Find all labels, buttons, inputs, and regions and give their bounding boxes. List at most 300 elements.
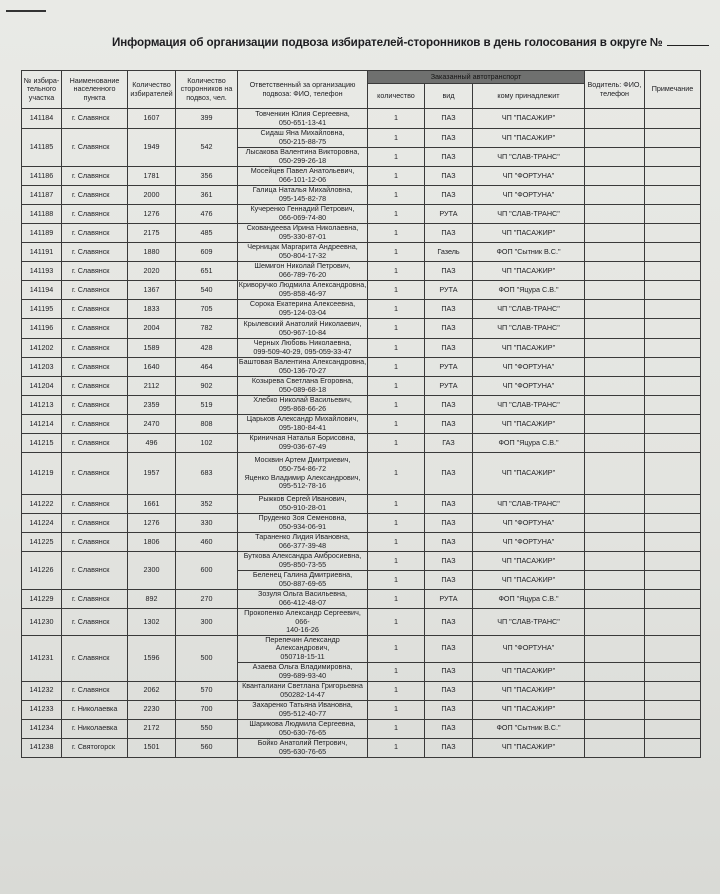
responsible-cell [238, 358, 368, 377]
supporters-cell: 428 [176, 339, 238, 358]
supporters-cell: 782 [176, 319, 238, 339]
responsible-phone: 050-299-26-18 [278, 156, 327, 165]
responsible-cell [238, 662, 368, 681]
table-row [22, 377, 701, 396]
kind-cell: ГАЗ [425, 434, 473, 453]
kind-cell: РУТА [425, 281, 473, 300]
header-transport: Заказанный автотранспорт [368, 71, 585, 84]
responsible-cell [238, 167, 368, 186]
responsible-phone: 050-630-76-65 [278, 727, 327, 737]
owner-cell: ЧП "ФОРТУНА" [473, 186, 585, 205]
owner-cell: ЧП "ПАСАЖИР" [473, 571, 585, 590]
voters-cell: 2004 [128, 319, 176, 339]
responsible-phone: 050-910-28-01 [278, 503, 327, 512]
precinct-cell: 141231 [22, 635, 62, 681]
precinct-cell: 141213 [22, 396, 62, 415]
settlement-cell: г. Славянск [62, 167, 128, 186]
driver-cell [585, 571, 645, 590]
qty-cell: 1 [368, 148, 425, 167]
precinct-cell: 141185 [22, 129, 62, 167]
responsible-phone: 066-412-48-07 [278, 598, 327, 607]
driver-cell [585, 396, 645, 415]
responsible-name: Кванталиани Светлана Григорьевна [242, 681, 363, 690]
settlement-cell: г. Славянск [62, 281, 128, 300]
district-number-blank [667, 45, 709, 46]
precinct-cell: 141230 [22, 609, 62, 636]
header-note: Примечание [645, 71, 701, 109]
settlement-cell: г. Славянск [62, 262, 128, 281]
note-cell [645, 571, 701, 590]
qty-cell: 1 [368, 434, 425, 453]
driver-cell [585, 300, 645, 319]
qty-cell: 1 [368, 514, 425, 533]
settlement-cell: г. Славянск [62, 300, 128, 319]
voters-cell: 1833 [128, 300, 176, 319]
responsible-cell [238, 700, 368, 719]
table-row [22, 129, 701, 148]
responsible-cell [238, 415, 368, 434]
kind-cell: Газель [425, 243, 473, 262]
voters-cell: 2175 [128, 224, 176, 243]
note-cell [645, 319, 701, 339]
responsible-cell [238, 262, 368, 281]
supporters-cell: 705 [176, 300, 238, 319]
driver-cell [585, 434, 645, 453]
driver-cell [585, 738, 645, 757]
supporters-cell: 361 [176, 186, 238, 205]
qty-cell: 1 [368, 339, 425, 358]
kind-cell: РУТА [425, 358, 473, 377]
responsible-cell [238, 186, 368, 205]
qty-cell: 1 [368, 243, 425, 262]
kind-cell: ПАЗ [425, 396, 473, 415]
note-cell [645, 552, 701, 571]
responsible-phone: 066-101-12-06 [278, 175, 327, 184]
settlement-cell: г. Святогорск [62, 738, 128, 757]
note-cell [645, 339, 701, 358]
table-row [22, 415, 701, 434]
driver-cell [585, 129, 645, 148]
responsible-phone: 050-136-70-27 [278, 366, 327, 375]
table-row [22, 434, 701, 453]
precinct-cell: 141224 [22, 514, 62, 533]
kind-cell: ПАЗ [425, 224, 473, 243]
voters-cell: 2300 [128, 552, 176, 590]
precinct-cell: 141196 [22, 319, 62, 339]
owner-cell: ФОП "Сытник В.С." [473, 243, 585, 262]
note-cell [645, 415, 701, 434]
owner-cell: ЧП "ФОРТУНА" [473, 635, 585, 662]
responsible-name: Сковандеева Ирина Николаевна, [246, 223, 359, 233]
driver-cell [585, 514, 645, 533]
precinct-cell: 141187 [22, 186, 62, 205]
kind-cell: ПАЗ [425, 453, 473, 495]
settlement-cell: г. Славянск [62, 514, 128, 533]
qty-cell: 1 [368, 129, 425, 148]
responsible-phone: 095-868-66-26 [278, 404, 327, 413]
settlement-cell: г. Славянск [62, 453, 128, 495]
qty-cell: 1 [368, 533, 425, 552]
driver-cell [585, 224, 645, 243]
precinct-cell: 141202 [22, 339, 62, 358]
responsible-phone: 095-180-84-41 [278, 423, 327, 432]
precinct-cell: 141191 [22, 243, 62, 262]
responsible-phone: 095-145-82-78 [278, 194, 327, 203]
precinct-cell: 141234 [22, 719, 62, 738]
responsible-phone: 099-509-40-29, 095-059-33-47 [253, 347, 352, 356]
owner-cell: ЧП "ФОРТУНА" [473, 358, 585, 377]
note-cell [645, 495, 701, 514]
kind-cell: ПАЗ [425, 167, 473, 186]
note-cell [645, 281, 701, 300]
qty-cell: 1 [368, 167, 425, 186]
responsible-name: Шарикова Людмила Сергеевна, [249, 719, 356, 728]
kind-cell: ПАЗ [425, 129, 473, 148]
kind-cell: РУТА [425, 590, 473, 609]
driver-cell [585, 319, 645, 339]
responsible-phone: 050-934-06-91 [278, 522, 327, 531]
note-cell [645, 243, 701, 262]
responsible-cell [238, 590, 368, 609]
responsible-phone: 095-630-76-65 [278, 746, 327, 756]
settlement-cell: г. Славянск [62, 109, 128, 129]
header-supporters: Количество сторонников на подвоз, чел. [176, 71, 238, 109]
qty-cell: 1 [368, 635, 425, 662]
table-row [22, 495, 701, 514]
owner-cell: ЧП "ПАСАЖИР" [473, 262, 585, 281]
settlement-cell: г. Николаевка [62, 700, 128, 719]
responsible-phone: 050-967-10-84 [278, 327, 327, 337]
note-cell [645, 167, 701, 186]
responsible-cell [238, 396, 368, 415]
supporters-cell: 519 [176, 396, 238, 415]
settlement-cell: г. Николаевка [62, 719, 128, 738]
kind-cell: ПАЗ [425, 700, 473, 719]
settlement-cell: г. Славянск [62, 434, 128, 453]
responsible-phone: 095-124-03-04 [278, 308, 327, 317]
responsible-phone: 050-804-17-32 [278, 251, 327, 260]
owner-cell: ЧП "ФОРТУНА" [473, 533, 585, 552]
note-cell [645, 635, 701, 662]
supporters-cell: 542 [176, 129, 238, 167]
supporters-cell: 464 [176, 358, 238, 377]
precinct-cell: 141222 [22, 495, 62, 514]
responsible-name: Товченкин Юлия Сергеевна, [255, 108, 350, 118]
supporters-cell: 270 [176, 590, 238, 609]
precinct-cell: 141204 [22, 377, 62, 396]
voters-cell: 1806 [128, 533, 176, 552]
responsible-cell [238, 243, 368, 262]
precinct-cell: 141225 [22, 533, 62, 552]
owner-cell: ФОП "Яцура С.В." [473, 281, 585, 300]
voters-cell: 2230 [128, 700, 176, 719]
responsible-name: Криничная Наталья Борисовна, [249, 433, 356, 443]
table-row [22, 738, 701, 757]
responsible-cell [238, 434, 368, 453]
responsible-name: Кучеренко Геннадий Петрович, [250, 204, 355, 214]
responsible-name: Лысакова Валентина Викторовна, [245, 147, 360, 157]
responsible-cell [238, 205, 368, 224]
owner-cell: ЧП "ПАСАЖИР" [473, 552, 585, 571]
driver-cell [585, 590, 645, 609]
transport-table [21, 70, 701, 758]
voters-cell: 2062 [128, 681, 176, 700]
responsible-name: Бойко Анатолий Петрович, [257, 738, 348, 747]
table-row [22, 514, 701, 533]
precinct-cell: 141194 [22, 281, 62, 300]
voters-cell: 1607 [128, 109, 176, 129]
precinct-cell: 141189 [22, 224, 62, 243]
supporters-cell: 476 [176, 205, 238, 224]
table-row [22, 533, 701, 552]
supporters-cell: 102 [176, 434, 238, 453]
supporters-cell: 330 [176, 514, 238, 533]
responsible-name: Тараненко Лидия Ивановна, [255, 532, 350, 542]
qty-cell: 1 [368, 590, 425, 609]
responsible-name: Перепечин Александр Александрович, [265, 635, 340, 653]
responsible-name: Баштовая Валентина Александровна, [238, 357, 367, 367]
supporters-cell: 560 [176, 738, 238, 757]
note-cell [645, 609, 701, 636]
owner-cell: ЧП "СЛАВ-ТРАНС" [473, 205, 585, 224]
table-row [22, 262, 701, 281]
table-row [22, 186, 701, 205]
responsible-phone: 066-069-74-80 [278, 213, 327, 222]
qty-cell: 1 [368, 205, 425, 224]
table-row [22, 300, 701, 319]
driver-cell [585, 635, 645, 662]
corner-mark [6, 10, 46, 12]
supporters-cell: 500 [176, 635, 238, 681]
responsible-name: Пруденко Зоя Семеновна, [258, 513, 347, 523]
table-row [22, 681, 701, 700]
responsible-name: Рыжков Сергей Иванович, [258, 494, 347, 504]
supporters-cell: 600 [176, 552, 238, 590]
table-row [22, 281, 701, 300]
responsible-phone: 066-789-76-20 [278, 270, 327, 279]
precinct-cell: 141232 [22, 681, 62, 700]
voters-cell: 1276 [128, 205, 176, 224]
voters-cell: 1661 [128, 495, 176, 514]
kind-cell: ПАЗ [425, 681, 473, 700]
qty-cell: 1 [368, 495, 425, 514]
table-body [22, 109, 701, 758]
settlement-cell: г. Славянск [62, 396, 128, 415]
note-cell [645, 514, 701, 533]
note-cell [645, 129, 701, 148]
responsible-name: Зозуля Ольга Васильевна, [257, 589, 347, 599]
voters-cell: 1596 [128, 635, 176, 681]
settlement-cell: г. Славянск [62, 339, 128, 358]
voters-cell: 496 [128, 434, 176, 453]
driver-cell [585, 662, 645, 681]
qty-cell: 1 [368, 738, 425, 757]
responsible-phone: 095-512-78-16 [278, 481, 327, 491]
responsible-cell [238, 609, 368, 636]
table-row [22, 358, 701, 377]
kind-cell: РУТА [425, 205, 473, 224]
responsible-name: Сидаш Яна Михайловна, [260, 128, 345, 138]
owner-cell: ЧП "ПАСАЖИР" [473, 224, 585, 243]
qty-cell: 1 [368, 609, 425, 636]
voters-cell: 1367 [128, 281, 176, 300]
responsible-cell [238, 514, 368, 533]
supporters-cell: 399 [176, 109, 238, 129]
responsible-phone: 050-754-86-72 [278, 463, 327, 473]
owner-cell: ЧП "ПАСАЖИР" [473, 109, 585, 129]
responsible-name: Азаева Ольга Владимировна, [252, 662, 353, 671]
owner-cell: ЧП "ПАСАЖИР" [473, 700, 585, 719]
owner-cell: ЧП "ПАСАЖИР" [473, 662, 585, 681]
supporters-cell: 485 [176, 224, 238, 243]
supporters-cell: 609 [176, 243, 238, 262]
settlement-cell: г. Славянск [62, 415, 128, 434]
responsible-name: Хлебко Николай Васильевич, [253, 395, 352, 405]
note-cell [645, 681, 701, 700]
responsible-name: Москвин Артем Дмитриевич, [254, 455, 351, 465]
kind-cell: ПАЗ [425, 738, 473, 757]
settlement-cell: г. Славянск [62, 129, 128, 167]
kind-cell: РУТА [425, 377, 473, 396]
precinct-cell: 141238 [22, 738, 62, 757]
voters-cell: 1640 [128, 358, 176, 377]
kind-cell: ПАЗ [425, 635, 473, 662]
kind-cell: ПАЗ [425, 719, 473, 738]
voters-cell: 1276 [128, 514, 176, 533]
driver-cell [585, 700, 645, 719]
supporters-cell: 808 [176, 415, 238, 434]
qty-cell: 1 [368, 415, 425, 434]
voters-cell: 1302 [128, 609, 176, 636]
responsible-cell [238, 719, 368, 738]
note-cell [645, 148, 701, 167]
settlement-cell: г. Славянск [62, 205, 128, 224]
qty-cell: 1 [368, 224, 425, 243]
note-cell [645, 300, 701, 319]
qty-cell: 1 [368, 281, 425, 300]
owner-cell: ФОП "Яцура С.В." [473, 590, 585, 609]
driver-cell [585, 243, 645, 262]
owner-cell: ЧП "СЛАВ-ТРАНС" [473, 319, 585, 339]
responsible-name: Крылевский Анатолий Николаевич, [243, 318, 362, 328]
voters-cell: 2359 [128, 396, 176, 415]
owner-cell: ЧП "СЛАВ-ТРАНС" [473, 300, 585, 319]
responsible-cell [238, 109, 368, 129]
supporters-cell: 300 [176, 609, 238, 636]
document-title: Информация об организации подвоза избирателей-сторонников в день голосования в округе № [112, 36, 672, 49]
driver-cell [585, 453, 645, 495]
responsible-phone: 095-850-73-55 [278, 560, 327, 569]
qty-cell: 1 [368, 358, 425, 377]
note-cell [645, 719, 701, 738]
driver-cell [585, 358, 645, 377]
qty-cell: 1 [368, 453, 425, 495]
owner-cell: ФОП "Яцура С.В." [473, 434, 585, 453]
settlement-cell: г. Славянск [62, 552, 128, 590]
table-row [22, 224, 701, 243]
supporters-cell: 570 [176, 681, 238, 700]
kind-cell: ПАЗ [425, 262, 473, 281]
responsible-phone: 095-858-46-97 [278, 289, 327, 298]
driver-cell [585, 148, 645, 167]
responsible-cell [238, 681, 368, 700]
supporters-cell: 540 [176, 281, 238, 300]
owner-cell: ЧП "ФОРТУНА" [473, 377, 585, 396]
voters-cell: 1589 [128, 339, 176, 358]
driver-cell [585, 609, 645, 636]
table-row [22, 700, 701, 719]
responsible-phone: 050-089-68-18 [278, 385, 327, 394]
driver-cell [585, 719, 645, 738]
voters-cell: 1501 [128, 738, 176, 757]
note-cell [645, 590, 701, 609]
table-row [22, 109, 701, 129]
responsible-cell [238, 552, 368, 571]
driver-cell [585, 186, 645, 205]
qty-cell: 1 [368, 681, 425, 700]
settlement-cell: г. Славянск [62, 358, 128, 377]
qty-cell: 1 [368, 262, 425, 281]
owner-cell: ЧП "ПАСАЖИР" [473, 453, 585, 495]
driver-cell [585, 533, 645, 552]
note-cell [645, 358, 701, 377]
settlement-cell: г. Славянск [62, 243, 128, 262]
note-cell [645, 662, 701, 681]
owner-cell: ЧП "ФОРТУНА" [473, 167, 585, 186]
responsible-name: Черницак Маргарита Андреевна, [247, 242, 358, 252]
driver-cell [585, 415, 645, 434]
precinct-cell: 141193 [22, 262, 62, 281]
qty-cell: 1 [368, 700, 425, 719]
note-cell [645, 738, 701, 757]
qty-cell: 1 [368, 719, 425, 738]
supporters-cell: 460 [176, 533, 238, 552]
settlement-cell: г. Славянск [62, 533, 128, 552]
precinct-cell: 141184 [22, 109, 62, 129]
settlement-cell: г. Славянск [62, 319, 128, 339]
driver-cell [585, 167, 645, 186]
responsible-phone: 099-036-67-49 [278, 442, 327, 451]
responsible-phone: 050718-15-11 [280, 651, 325, 661]
qty-cell: 1 [368, 319, 425, 339]
voters-cell: 1949 [128, 129, 176, 167]
owner-cell: ЧП "ПАСАЖИР" [473, 681, 585, 700]
responsible-name: Галица Наталья Михайловна, [252, 185, 353, 195]
owner-cell: ЧП "ПАСАЖИР" [473, 339, 585, 358]
header-qty: количество [368, 84, 425, 109]
responsible-phone: 050-887-69-65 [278, 579, 327, 588]
supporters-cell: 683 [176, 453, 238, 495]
note-cell [645, 262, 701, 281]
kind-cell: ПАЗ [425, 319, 473, 339]
table-row [22, 243, 701, 262]
voters-cell: 1781 [128, 167, 176, 186]
kind-cell: ПАЗ [425, 495, 473, 514]
note-cell [645, 396, 701, 415]
table-row [22, 453, 701, 495]
kind-cell: ПАЗ [425, 571, 473, 590]
kind-cell: ПАЗ [425, 415, 473, 434]
responsible-phone: 066-377-39-48 [278, 541, 327, 550]
owner-cell: ЧП "ПАСАЖИР" [473, 738, 585, 757]
kind-cell: ПАЗ [425, 186, 473, 205]
qty-cell: 1 [368, 571, 425, 590]
responsible-cell [238, 377, 368, 396]
responsible-cell [238, 300, 368, 319]
responsible-name: Мосейцев Павел Анатольевич, [250, 166, 355, 176]
driver-cell [585, 109, 645, 129]
table-row [22, 205, 701, 224]
